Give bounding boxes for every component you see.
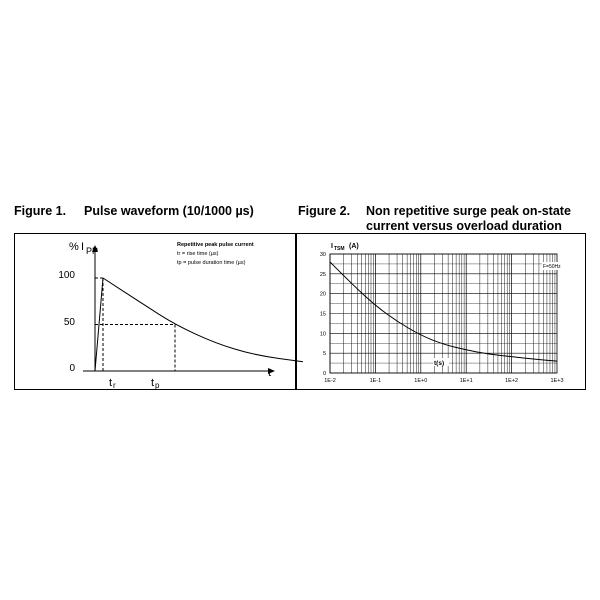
x-tick-label: 1E+0 [414,378,428,384]
x-tick-label: 1E+3 [550,378,564,384]
y-label-suffix: (A) [349,243,359,250]
y-label-main: I [81,241,85,253]
y-label-sub: TSM [334,246,345,252]
y-tick-label: 0 [322,371,326,377]
y-tick-label: 20 [319,291,326,298]
figure-1-panel [14,233,296,390]
annotation-frequency: F=50Hz [543,264,561,270]
x-marker-tr-sub: r [113,381,116,390]
y-tick-label: 50 [63,317,75,328]
figure-2-title [298,204,588,234]
figure-1-title-text: Pulse waveform (10/1000 µs) [84,204,254,218]
figure-2-panel [296,233,586,390]
figure-1-number: Figure 1. [14,204,67,218]
x-marker-tr-main: t [109,377,113,389]
figure-2-number: Figure 2. [298,204,351,218]
y-label-main: I [331,243,333,250]
surge-current-chart [297,234,587,391]
x-tick-label: 1E-1 [369,378,382,384]
x-marker-tp-main: t [151,377,155,389]
x-tick-label: 1E+2 [505,378,519,384]
y-tick-label: 5 [322,351,326,358]
decay-curve [103,278,303,362]
x-tick-label: 1E+1 [459,378,473,384]
x-label: t(s) [434,360,445,367]
x-label: t [268,367,272,379]
y-label-sub: PP [86,246,99,256]
legend-line: tp = pulse duration time (µs) [177,260,246,266]
y-tick-label: 100 [58,270,75,281]
x-marker-tp-sub: p [155,381,160,390]
y-tick-label: 10 [319,331,326,338]
x-tick-label: 1E-2 [324,378,336,384]
y-tick-label: 30 [319,252,326,258]
surge-current-curve [330,262,557,361]
legend-line: tr = rise time (µs) [177,251,219,257]
pulse-waveform-chart [15,234,297,391]
legend-line: Repetitive peak pulse current [177,242,254,248]
chart-1-marks [95,278,303,371]
chart-2-marks [330,262,557,361]
y-tick-label: 25 [319,271,326,278]
y-tick-label: 15 [319,311,326,318]
y-label-prefix: % [69,241,79,253]
figure-2-title-text: Non repetitive surge peak on-state current versus overload duration [366,204,571,233]
figure-1-title [14,204,254,219]
y-tick-label: 0 [69,363,75,374]
